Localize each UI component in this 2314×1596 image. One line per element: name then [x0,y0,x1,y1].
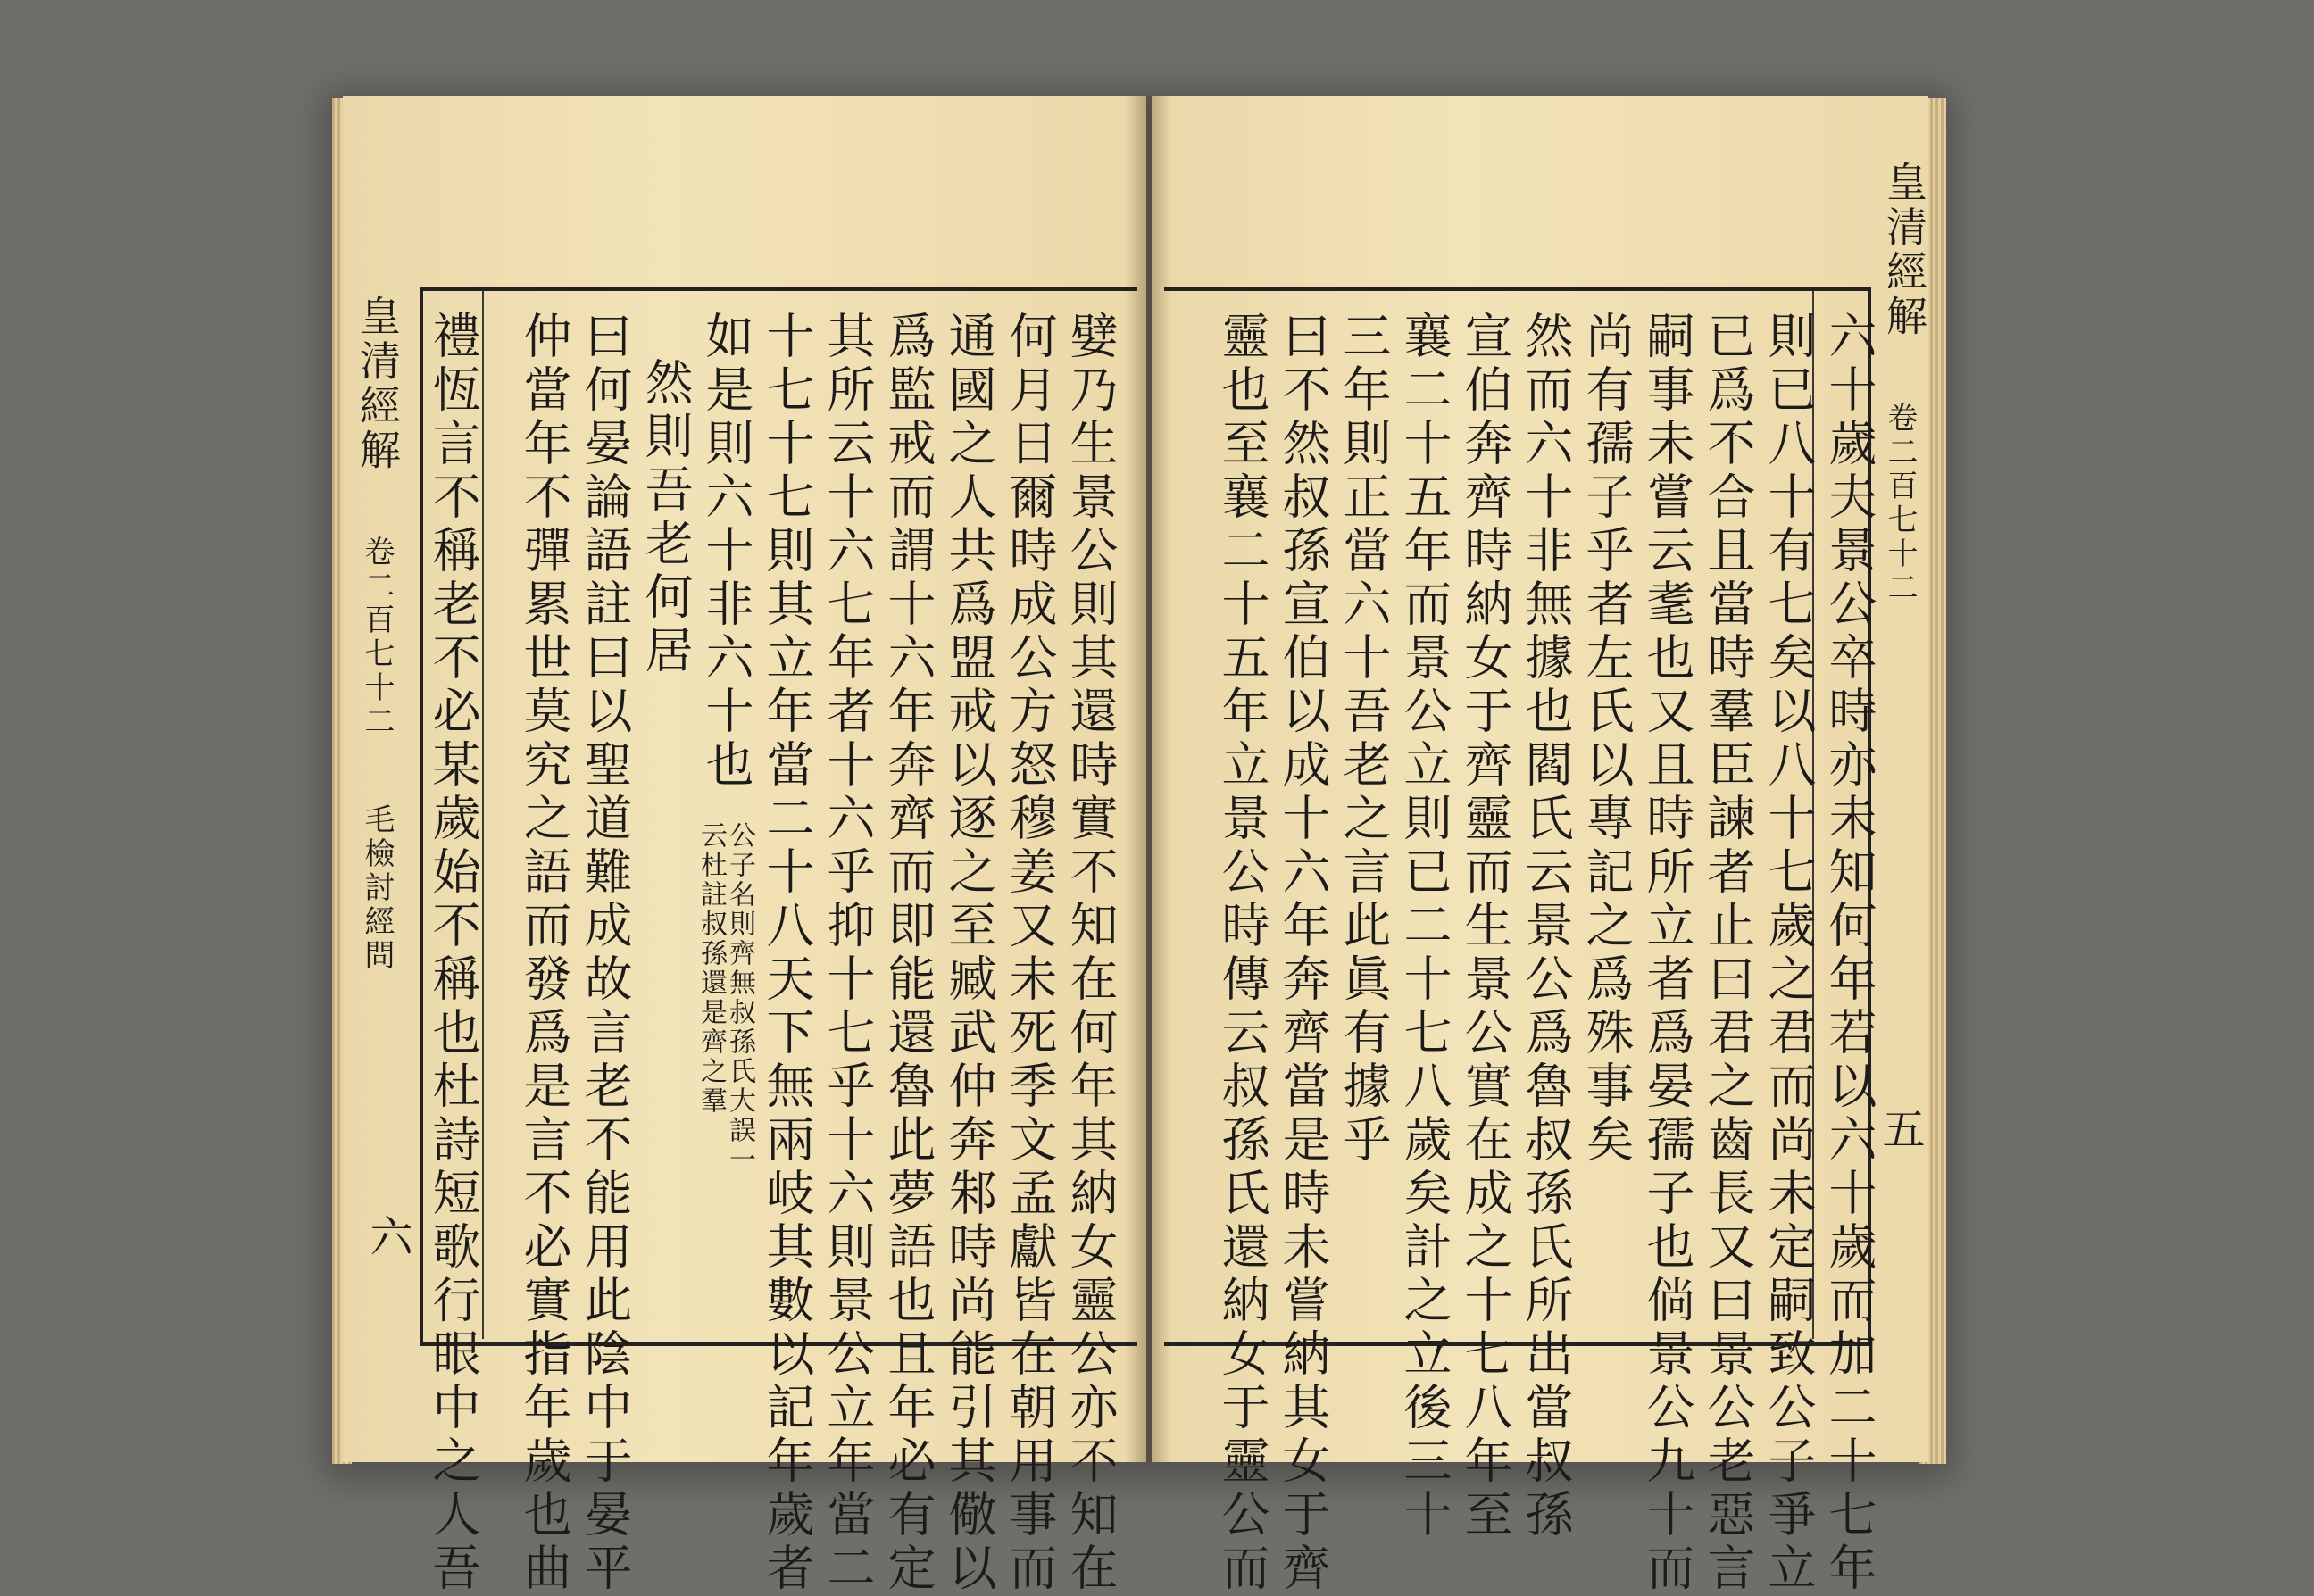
left-folio: 六 [362,1214,412,1257]
left-col-11: 禮恆言不稱老不必某歲始不稱也杜詩短歌行眼中之人吾 [425,311,481,1596]
right-col-6: 然而六十非無據也閻氏云景公爲魯叔孫氏所出當叔孫 [1518,311,1574,1542]
right-col-2: 則已八十有七矣以八十七歲之君而尚未定嗣致公子爭立 [1760,311,1817,1596]
right-col-4: 嗣事未嘗云耄也又且時所立者爲晏孺子也倘景公九十而 [1639,311,1695,1596]
right-folio: 五 [1875,1107,1925,1150]
left-col-7: 如是則六十非六十也 [698,311,754,793]
left-col-6: 十七十七則其立年當二十八天下無兩岐其數以記年歲者 [759,311,815,1596]
right-col-8: 襄二十五年而景公立則已二十七八歲矣計之立後三十 [1396,311,1452,1542]
right-col-11: 靈也至襄二十五年立景公時傳云叔孫氏還納女于靈公而 [1214,311,1270,1596]
right-col-5: 尚有孺子乎者左氏以專記之爲殊事矣 [1578,311,1635,1168]
right-margin-volume: 卷二百七十二 [1882,402,1918,605]
right-col-10: 曰不然叔孫宣伯以成十六年奔齊當是時未嘗納其女于齊 [1275,311,1331,1596]
left-col-3: 通國之人共爲盟戒以逐之至臧武仲奔邾時尚能引其儆以 [941,311,997,1596]
left-col-4: 爲監戒而謂十六年奔齊而即能還魯此夢語也且年必有定 [880,311,936,1596]
left-col-8: 然則吾老何居 [637,357,694,678]
left-col-9: 曰何晏論語註曰以聖道難成故言老不能用此陰中于晏平 [577,311,633,1596]
left-margin-title: 皇清經解 [354,295,402,473]
left-column-rule [482,291,484,1339]
right-col-7: 宣伯奔齊時納女于齊靈而生景公實在成之十七八年至 [1457,311,1513,1542]
left-interlinear-note: 公子名則齊無叔孫氏大誤一云杜註叔孫還是齊之羣 [695,821,755,1175]
right-col-3: 已爲不合且當時羣臣諫者止曰君之齒長又曰景公老惡言 [1700,311,1756,1596]
right-margin-title: 皇清經解 [1880,161,1928,339]
left-margin-volume: 卷二百七十二 [359,536,395,739]
left-col-5: 其所云十六七年者十六乎抑十七乎十六則景公立年當二 [820,311,876,1596]
left-margin-section: 毛檢討經問 [359,803,395,973]
left-col-10: 仲當年不彈累世莫究之語而發爲是言不必實指年歲也曲 [516,311,572,1596]
right-col-1: 六十歲夫景公卒時亦未知何年若以六十歲而加二十七年 [1821,311,1877,1596]
left-col-2: 何月日爾時成公方怒穆姜又未死季文孟獻皆在朝用事而 [1002,311,1058,1596]
right-col-9: 三年則正當六十吾老之言此眞有據乎 [1336,311,1392,1168]
left-col-1: 嬖乃生景公則其還時實不知在何年其納女靈公亦不知在 [1062,311,1119,1596]
